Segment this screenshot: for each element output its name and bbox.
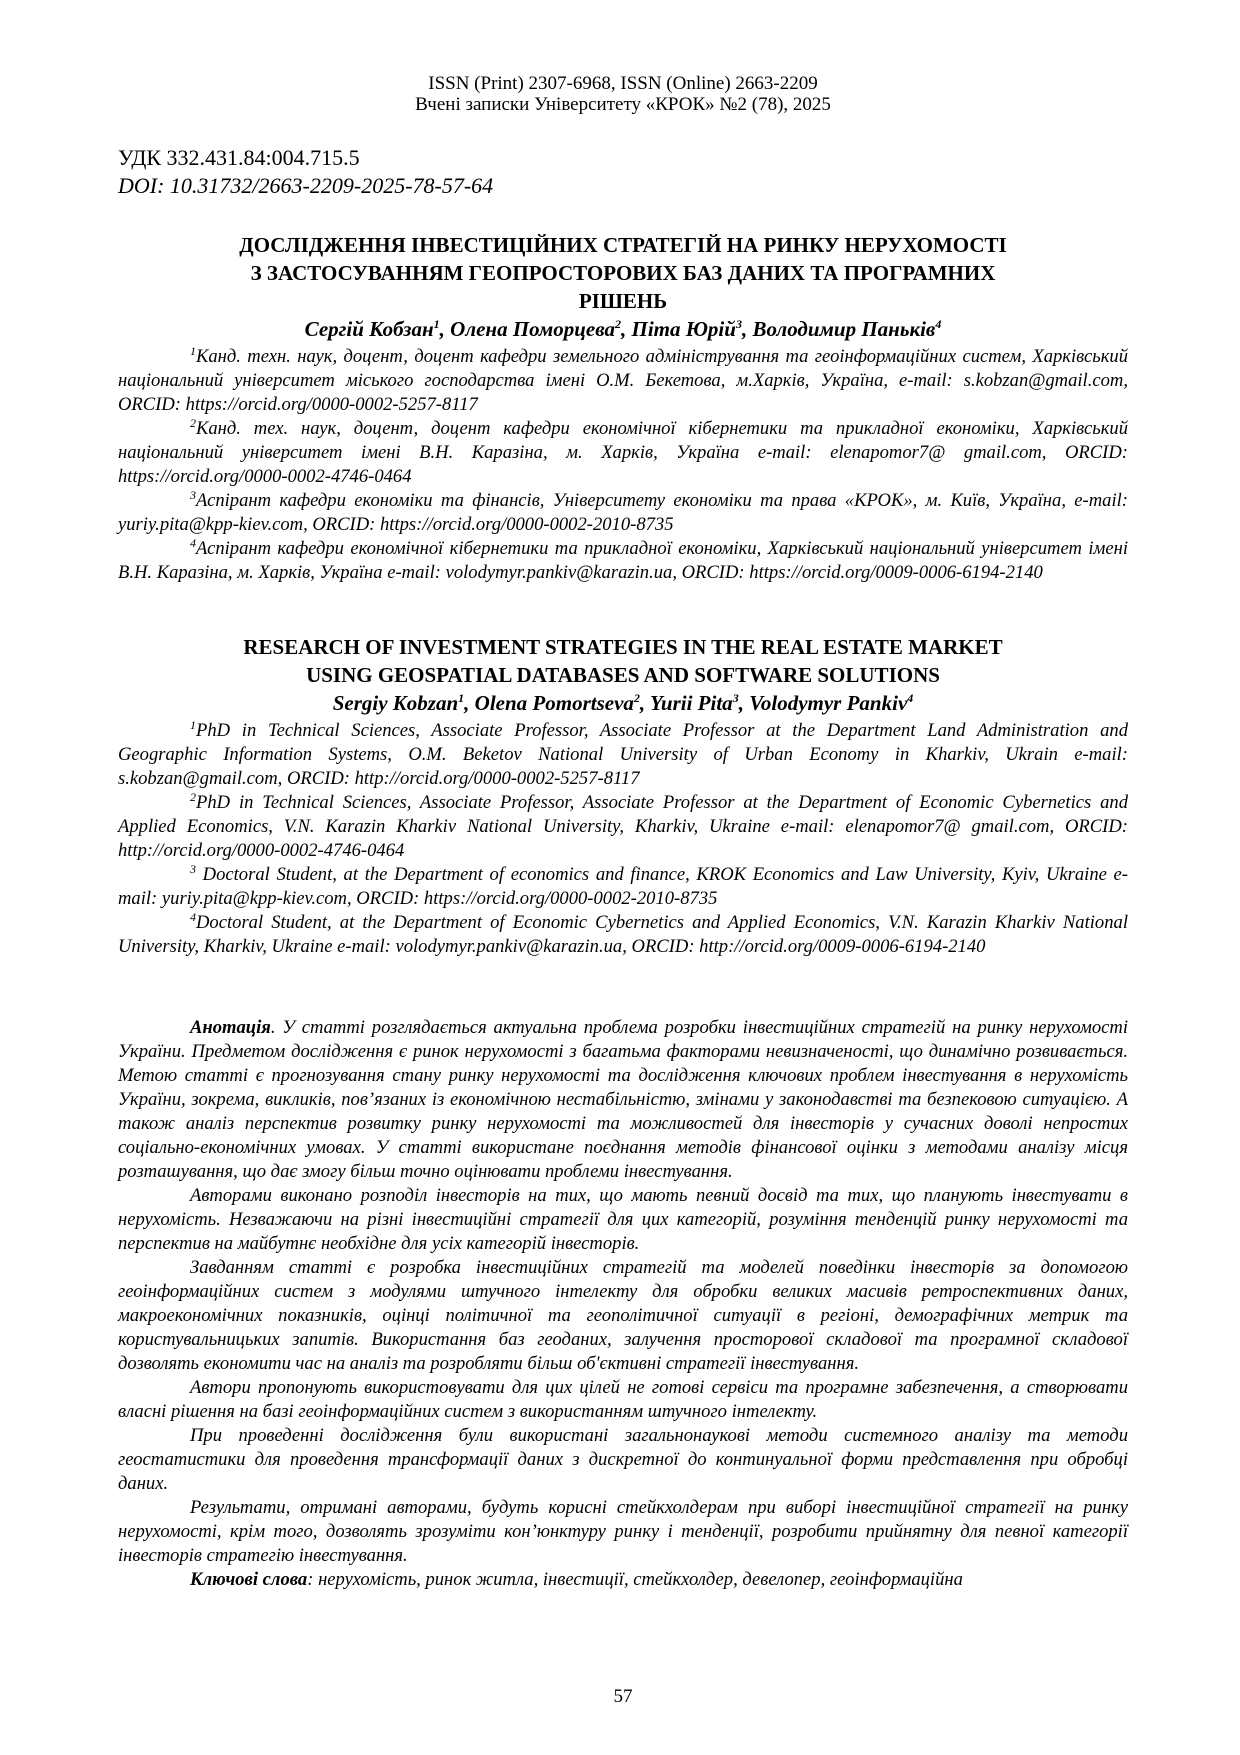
page-number: 57 [613,1686,633,1707]
affiliation-mark: 4 [190,535,196,550]
en-title-line: RESEARCH OF INVESTMENT STRATEGIES IN THE REAL ESTATE MARKET [243,635,1003,659]
affiliation-mark: 2 [190,415,196,430]
abstract-lead-text: . У статті розглядається актуальна проблема розробки інвестиційних стратегій на ринку нерухомості України. Предметом дослідження є ринок нерухомості з багатьма факторами невизначеності, що динамічно розвивається. Метою статті є прогнозування стану ринку нерухомості та дослідження ключових проблем інвестування в нерухомість України, зокрема, викликів, пов’язаних із економічною нестабільністю, змінами у законодавстві та безпековою ситуацією. А також аналіз перспектив розвитку ринку нерухомості та можливостей для інвесторів у сучасних доволі непростих соціально-економічних умовах. У статті використане поєднання методів фінансової оцінки з методами аналізу місця розташування, що дає змогу більш точно оцінювати проблеми інвестування. [118,1017,1128,1182]
author-name: Yurii Pita [650,691,733,715]
ua-title [118,231,1128,315]
issn-line: ISSN (Print) 2307-6968, ISSN (Online) 2663-2209 [428,73,818,94]
doi-line: DOI: 10.31732/2663-2209-2025-78-57-64 [118,173,494,198]
author-separator: , [621,317,632,341]
author-separator: , [639,691,651,715]
ua-title-line: З ЗАСТОСУВАННЯМ ГЕОПРОСТОРОВИХ БАЗ ДАНИХ ТА ПРОГРАМНИХ [250,261,996,285]
abstract-paragraph: Автори пропонують використовувати для цих цілей не готові сервіси та програмне забезпечення, а створювати власні рішення на базі геоінформаційних систем з використанням штучного інтелекту. [118,1377,1128,1422]
journal-header [118,73,1128,115]
keywords-paragraph [118,1568,1128,1592]
author-separator: , [439,317,451,341]
affiliation-mark: 3 [190,861,196,876]
en-title [118,633,1128,689]
author-separator: , [464,691,475,715]
affiliation-paragraph [118,417,1128,489]
author-affiliation-mark: 3 [732,691,739,705]
author-name: Volodymyr Pankiv [749,691,908,715]
affiliation-mark: 1 [190,717,196,732]
author-name: Olena Pomortseva [474,691,634,715]
author-separator: , [741,317,753,341]
ua-affiliations [118,345,1128,585]
author-separator: , [738,691,750,715]
affiliation-paragraph [118,791,1128,863]
author-name: Sergiy Kobzan [332,691,459,715]
affiliation-mark: 1 [190,343,196,358]
affiliation-mark: 4 [190,909,196,924]
abstract-label: Анотація [190,1017,271,1038]
affiliation-paragraph [118,537,1128,585]
affiliation-mark: 2 [190,789,196,804]
author-name: Сергій Кобзан [304,317,434,341]
author-affiliation-mark: 1 [458,691,465,705]
abstract-paragraph: Завданням статті є розробка інвестиційних стратегій та моделей поведінки інвесторів за допомогою геоінформаційних систем з модулями штучного інтелекту для обробки великих масивів ретроспективних даних, макроекономічних показників, оцінці політичної та геополітичної ситуації в регіоні, демографічних метрик та користувальницьких запитів. Використання баз геоданих, залучення просторової складової та програмної складової дозволять економити час на аналіз та розробляти більш об'єктивні стратегії інвестування. [118,1257,1128,1374]
affiliation-paragraph [118,345,1128,417]
affiliation-paragraph [118,863,1128,911]
author-affiliation-mark: 1 [433,317,440,331]
en-affiliations [118,719,1128,959]
keywords-text: : нерухомість, ринок житла, інвестиції, стейкхолдер, девелопер, геоінформаційна [307,1569,963,1590]
affiliation-paragraph [118,489,1128,537]
journal-line: Вчені записки Університету «КРОК» №2 (78), 2025 [415,94,831,115]
udk-code: УДК 332.431.84:004.715.5 [118,145,360,170]
abstract [118,1016,1128,1592]
en-title-line: USING GEOSPATIAL DATABASES AND SOFTWARE SOLUTIONS [306,663,940,687]
affiliation-text: Doctoral Student, at the Department of Economic Cybernetics and Applied Economics, V.N. Karazin Kharkiv National University, Kharkiv, Ukraine e-mail: volodymyr.pankiv@karazin.ua, ORCID: http://orcid.org/0009-0006-6194-2140 [118,912,1128,957]
ua-title-line: ДОСЛІДЖЕННЯ ІНВЕСТИЦІЙНИХ СТРАТЕГІЙ НА РИНКУ НЕРУХОМОСТІ [239,233,1007,257]
affiliation-text: PhD in Technical Sciences, Associate Professor, Associate Professor at the Department of Economic Cybernetics and Applied Economics, V.N. Karazin Kharkiv National University, Kharkiv, Ukraine e-mail: elenapomor7@ gmail.com, ORCID: http://orcid.org/0000-0002-4746-0464 [118,792,1128,861]
affiliation-text: PhD in Technical Sciences, Associate Professor, Associate Professor at the Department Land Administration and Geographic Information Systems, O.M. Beketov National University of Urban Economy in Kharkiv, Ukrain e-mail: s.kobzan@gmail.com, ORCID: http://orcid.org/0000-0002-5257-8117 [118,720,1128,789]
affiliation-mark: 3 [190,487,196,502]
affiliation-text: Аспірант кафедри економічної кібернетики та прикладної економіки, Харківський національний університет імені В.Н. Каразіна, м. Харків, Україна e-mail: volodymyr.pankiv@karazin.ua, ORCID: https://orcid.org/0009-0006-6194-2140 [118,538,1128,583]
affiliation-text: Doctoral Student, at the Department of economics and finance, KROK Economics and Law University, Kyiv, Ukraine e-mail: yuriy.pita@kpp-kiev.com, ORCID: https://orcid.org/0000-0002-2010-8735 [118,864,1128,909]
abstract-paragraph: Результати, отримані авторами, будуть корисні стейкхолдерам при виборі інвестиційної стратегії на ринку нерухомості, крім того, дозволять зрозуміти кон’юнктуру ринку і тенденції, розробити прийнятну для певної категорії інвесторів стратегію інвестування. [118,1497,1128,1566]
ua-authors [118,315,1128,343]
author-affiliation-mark: 4 [935,317,942,331]
ua-title-line: РІШЕНЬ [578,289,668,313]
author-affiliation-mark: 2 [633,691,640,705]
affiliation-text: Канд. тех. наук, доцент, доцент кафедри економічної кібернетики та прикладної економіки, Харківський національний університет імені В.Н. Каразіна, м. Харків, Україна e-mail: elenapomor7@ gmail.com, ORCID: https://orcid.org/0000-0002-4746-0464 [118,418,1128,487]
abstract-paragraph: Авторами виконано розподіл інвесторів на тих, що мають певний досвід та тих, що планують інвестувати в нерухомість. Незважаючи на різні інвестиційні стратегії для цих категорій, розуміння тенденцій ринку нерухомості та перспектив на майбутнє необхідне для усіх категорій інвесторів. [118,1185,1128,1254]
abstract-lead-paragraph [118,1016,1128,1184]
affiliation-text: Канд. техн. наук, доцент, доцент кафедри земельного адміністрування та геоінформаційних систем, Харківський національний університет міського господарства імені О.М. Бекетова, м.Харків, Україна, e-mail: s.kobzan@gmail.com, ORCID: https://orcid.org/0000-0002-5257-8117 [118,346,1128,415]
abstract-paragraph: При проведенні дослідження були використані загальнонаукові методи системного аналізу та методи геостатистики для проведення трансформації даних з дискретної до континуальної форми представлення при обробці даних. [118,1425,1128,1494]
author-name: Олена Поморцева [450,317,615,341]
author-affiliation-mark: 2 [615,317,621,331]
affiliation-paragraph [118,911,1128,959]
en-authors [118,689,1128,717]
author-affiliation-mark: 3 [735,317,742,331]
author-affiliation-mark: 4 [907,691,914,705]
keywords-label: Ключові слова [190,1569,308,1590]
affiliation-text: Аспірант кафедри економіки та фінансів, Університету економіки та права «КРОК», м. Київ, Україна, e-mail: yuriy.pita@kpp-kiev.com, ORCID: https://orcid.org/0000-0002-2010-8735 [118,490,1128,535]
author-name: Володимир Паньків [752,317,936,341]
udk-block [118,144,493,200]
affiliation-paragraph [118,719,1128,791]
author-name: Піта Юрій [631,317,736,341]
